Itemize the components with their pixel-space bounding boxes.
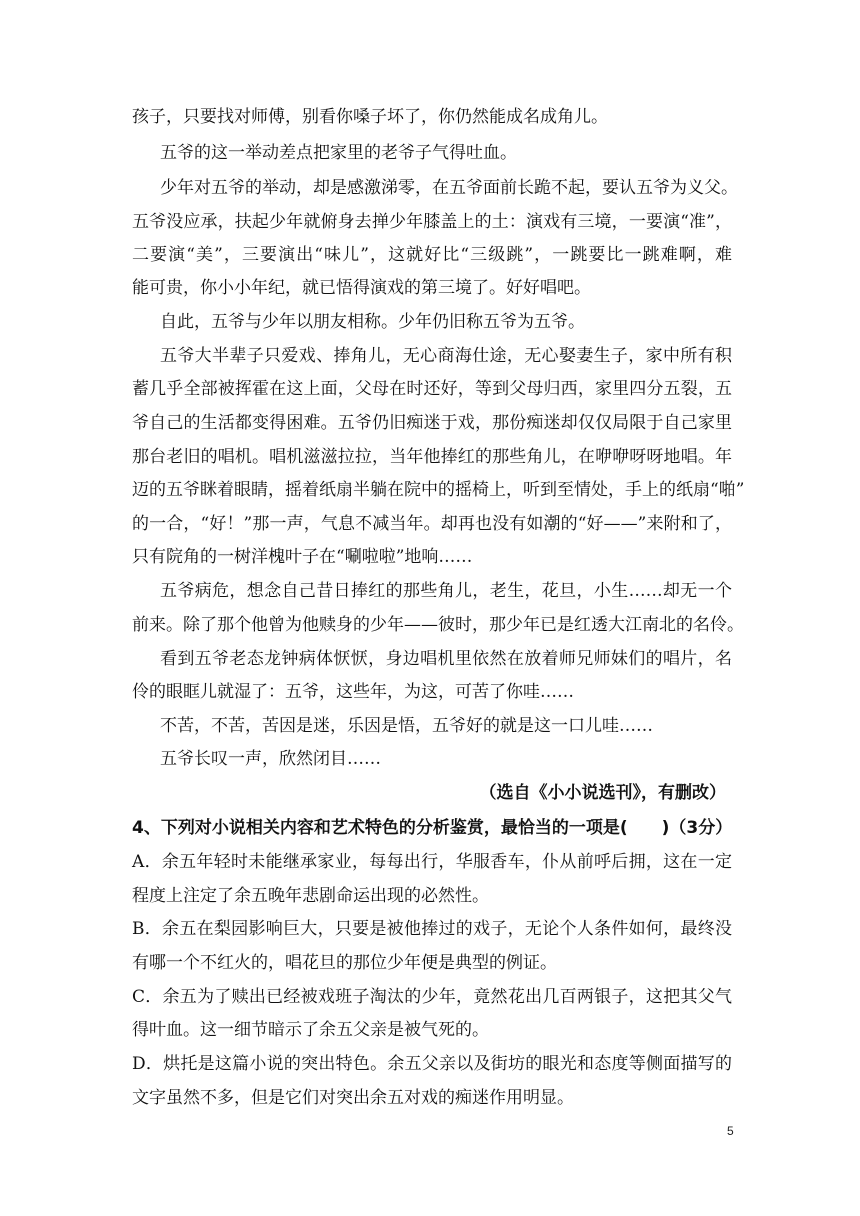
story-line: 那台老旧的唱机。唱机滋滋拉拉，当年他捧红的那些角儿，在咿咿呀呀地唱。年 (132, 447, 732, 467)
story-line: 五爷病危，想念自己昔日捧红的那些角儿，老生，花旦，小生……却无一个 (160, 581, 732, 601)
story-line: 自此，五爷与少年以朋友相称。少年仍旧称五爷为五爷。 (160, 312, 585, 332)
option-c-line: 得叶血。这一细节暗示了余五父亲是被气死的。 (132, 1020, 489, 1040)
story-line: 五爷长叹一声，欣然闭目…… (160, 749, 381, 769)
option-b-line: 有哪一个不红火的，唱花旦的那位少年便是典型的例证。 (132, 953, 557, 973)
option-d-line: D．烘托是这篇小说的突出特色。余五父亲以及街坊的眼光和态度等侧面描写的 (132, 1054, 732, 1074)
story-line: 看到五爷老态龙钟病体恹恹，身边唱机里依然在放着师兄师妹们的唱片，名 (160, 649, 732, 669)
story-line: 蓄几乎全部被挥霍在这上面，父母在时还好，等到父母归西，家里四分五裂，五 (132, 379, 732, 399)
story-line: 前来。除了那个他曾为他赎身的少年——彼时，那少年已是红透大江南北的名伶。 (132, 615, 744, 635)
story-line: 只有院角的一树洋槐叶子在“唰啦啦”地响…… (132, 547, 473, 567)
story-line: 孩子，只要找对师傅，别看你嗓子坏了，你仍然能成名成角儿。 (132, 107, 608, 127)
option-b-line: B．余五在梨园影响巨大，只要是被他捧过的戏子，无论个人条件如何，最终没 (132, 919, 732, 939)
option-c-line: C．余五为了赎出已经被戏班子淘汰的少年，竟然花出几百两银子，这把其父气 (132, 987, 732, 1007)
story-line: 的一合，“好！”那一声，气息不减当年。却再也没有如潮的“好——”来附和了， (132, 514, 732, 534)
story-line: 爷自己的生活都变得困难。五爷仍旧痴迷于戏，那份痴迷却仅仅局限于自己家里 (132, 413, 732, 433)
story-line: 五爷的这一举动差点把家里的老爷子气得吐血。 (160, 143, 517, 163)
story-line: 五爷没应承，扶起少年就俯身去掸少年膝盖上的土：演戏有三境，一要演“准”， (132, 212, 732, 232)
page-number: 5 (727, 1124, 734, 1138)
story-line: 不苦，不苦，苦因是迷，乐因是悟，五爷好的就是这一口儿哇…… (160, 716, 653, 736)
option-a-line: A．余五年轻时未能继承家业，每每出行，华服香车，仆从前呼后拥，这在一定 (132, 852, 732, 872)
question-stem: 4、下列对小说相关内容和艺术特色的分析鉴赏，最恰当的一项是( )（3分） (132, 818, 733, 838)
story-line: 伶的眼眶儿就湿了：五爷，这些年，为这，可苦了你哇…… (132, 682, 574, 702)
story-line: 少年对五爷的举动，却是感激涕零，在五爷面前长跪不起，要认五爷为义父。 (160, 178, 738, 198)
story-line: 迈的五爷眯着眼睛，摇着纸扇半躺在院中的摇椅上，听到至情处，手上的纸扇“啪” (132, 480, 745, 500)
option-a-line: 程度上注定了余五晚年悲剧命运出现的必然性。 (132, 886, 489, 906)
source-citation: （选自《小小说选刊》，有删改） (479, 783, 726, 803)
option-d-line: 文字虽然不多，但是它们对突出余五对戏的痴迷作用明显。 (132, 1088, 574, 1108)
story-line: 二要演“美”，三要演出“味儿”，这就好比“三级跳”，一跳要比一跳难啊，难 (132, 245, 732, 265)
story-line: 五爷大半辈子只爱戏、捧角儿，无心商海仕途，无心娶妻生子，家中所有积 (160, 346, 732, 366)
story-line: 能可贵，你小小年纪，就已悟得演戏的第三境了。好好唱吧。 (132, 278, 591, 298)
